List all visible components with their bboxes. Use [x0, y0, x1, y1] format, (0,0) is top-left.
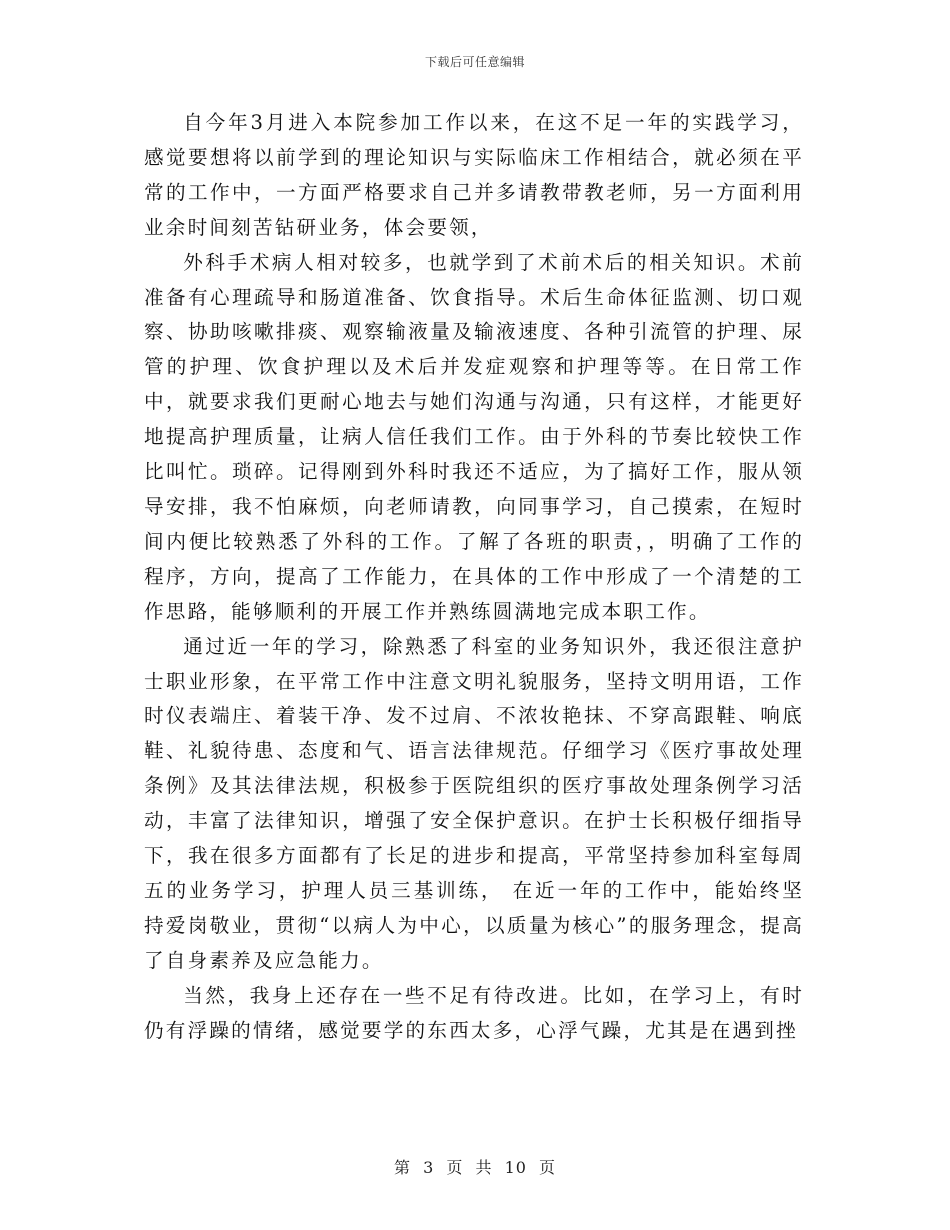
- footer-page-word: 页: [446, 1158, 464, 1177]
- paragraph-3: 通过近一年的学习，除熟悉了科室的业务知识外，我还很注意护士职业形象，在平常工作中注意文明礼貌服务，坚持文明用语，工作时仪表端庄、着装干净、发不过肩、不浓妆艳抹、不穿高跟鞋、响底鞋、礼貌待患、态度和气、语言法律规范。仔细学习《医疗事故处理条例》及其法律法规，积极参于医院组织的医疗事故处理条例学习活动，丰富了法律知识，增强了安全保护意识。在护士长积极仔细指导下，我在很多方面都有了长足的进步和提高，平常坚持参加科室每周五的业务学习，护理人员三基训练， 在近一年的工作中，能始终坚持爱岗敬业，贯彻“以病人为中心，以质量为核心”的服务理念，提高了自身素养及应急能力。: [144, 634, 804, 972]
- document-body: [144, 106, 804, 1048]
- page-header-note: 下载后可任意编辑: [424, 55, 525, 69]
- paragraph-1: 自今年3月进入本院参加工作以来，在这不足一年的实践学习，感觉要想将以前学到的理论知识与实际临床工作相结合，就必须在平常的工作中，一方面严格要求自己并多请教带教老师，另一方面利用业余时间刻苦钻研业务，体会要领，: [144, 111, 804, 239]
- footer-total-word: 共: [475, 1158, 493, 1177]
- paragraph-4: 当然，我身上还存在一些不足有待改进。比如，在学习上，有时仍有浮躁的情绪，感觉要学的东西太多，心浮气躁，尤其是在遇到挫: [144, 983, 804, 1042]
- current-page-number: 3: [423, 1158, 435, 1177]
- page-number-footer: [0, 1155, 950, 1178]
- footer-prefix: 第: [393, 1158, 411, 1177]
- total-pages-number: 10: [504, 1158, 527, 1177]
- paragraph-2: 外科手术病人相对较多，也就学到了术前术后的相关知识。术前准备有心理疏导和肠道准备、饮食指导。术后生命体征监测、切口观察、协助咳嗽排痰、观察输液量及输液速度、各种引流管的护理、尿管的护理、饮食护理以及术后并发症观察和护理等等。在日常工作中，就要求我们更耐心地去与她们沟通与沟通，只有这样，才能更好地提高护理质量，让病人信任我们工作。由于外科的节奏比较快工作比叫忙。琐碎。记得刚到外科时我还不适应，为了搞好工作，服从领导安排，我不怕麻烦，向老师请教，向同事学习，自己摸索，在短时间内便比较熟悉了外科的工作。了解了各班的职责，，明确了工作的程序，方向，提高了工作能力，在具体的工作中形成了一个清楚的工作思路，能够顺利的开展工作并熟练圆满地完成本职工作。: [144, 250, 804, 623]
- footer-suffix: 页: [539, 1158, 557, 1177]
